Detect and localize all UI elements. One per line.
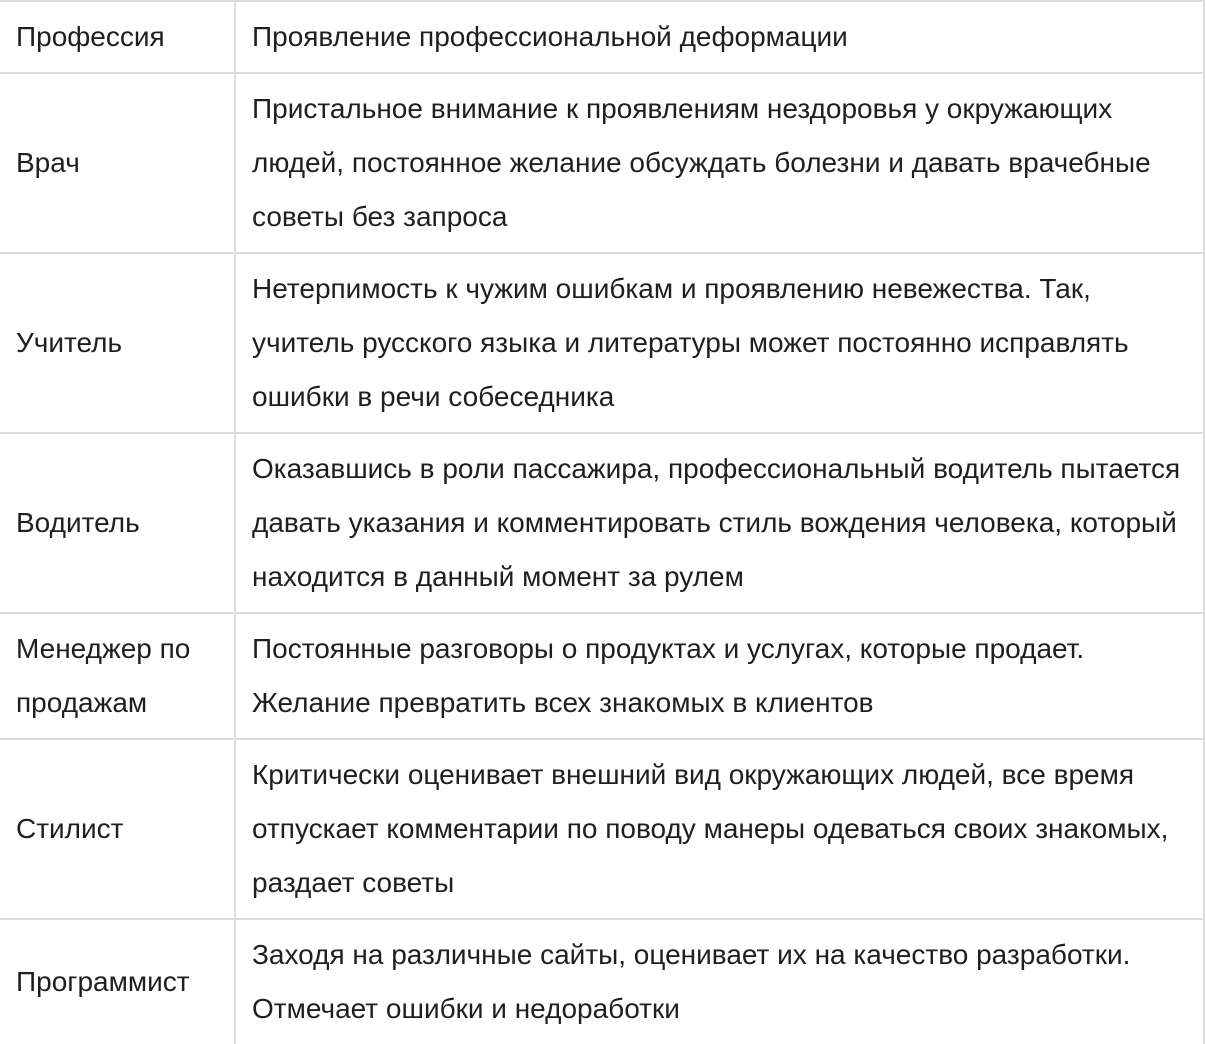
table-header-row [0,1,1204,73]
table-row [0,433,1204,613]
description-cell: Нетерпимость к чужим ошибкам и проявлению невежества. Так, учитель русского языка и литературы может постоянно исправлять ошибки в речи собеседника [235,253,1204,433]
table-row [0,739,1204,919]
profession-cell: Врач [0,73,235,253]
header-description: Проявление профессиональной деформации [235,1,1204,73]
table-row [0,253,1204,433]
profession-cell: Стилист [0,739,235,919]
profession-cell: Менеджер по продажам [0,613,235,739]
table-row [0,919,1204,1044]
description-cell: Пристальное внимание к проявлениям нездоровья у окружающих людей, постоянное желание обсуждать болезни и давать врачебные советы без запроса [235,73,1204,253]
profession-cell: Программист [0,919,235,1044]
profession-cell: Водитель [0,433,235,613]
description-cell: Оказавшись в роли пассажира, профессиональный водитель пытается давать указания и комментировать стиль вождения человека, который находится в данный момент за рулем [235,433,1204,613]
profession-cell: Учитель [0,253,235,433]
description-cell: Заходя на различные сайты, оценивает их на качество разработки. Отмечает ошибки и недоработки [235,919,1204,1044]
description-cell: Критически оценивает внешний вид окружающих людей, все время отпускает комментарии по поводу манеры одеваться своих знакомых, раздает советы [235,739,1204,919]
table-row [0,73,1204,253]
description-cell: Постоянные разговоры о продуктах и услугах, которые продает. Желание превратить всех знакомых в клиентов [235,613,1204,739]
table-row [0,613,1204,739]
header-profession: Профессия [0,1,235,73]
